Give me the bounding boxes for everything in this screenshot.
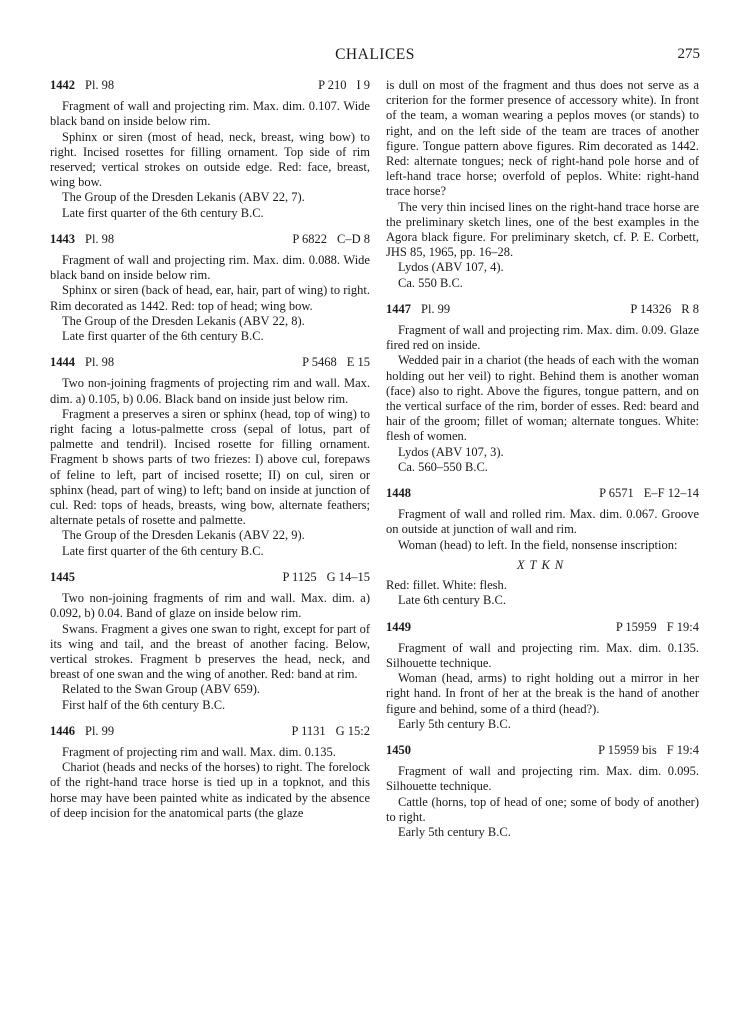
entry-heading — [386, 743, 699, 758]
left-column — [50, 78, 370, 832]
date: Late first quarter of the 6th century B.C. — [62, 205, 264, 220]
entry-heading — [386, 302, 699, 317]
description: Fragment of wall and projecting rim. Max. dim. 0.095. Silhouette technique. — [386, 764, 699, 794]
description: Woman (head, arms) to right holding out a mirror in her right hand. In front of her at the break is the hand of another figure and behind, some of a third (head?). — [386, 671, 699, 716]
plate-ref: Pl. 98 — [85, 231, 115, 246]
date: Ca. 560–550 B.C. — [398, 459, 488, 474]
entry-number: 1444 — [50, 355, 75, 370]
description: Cattle (horns, top of head of one; some of body of another) to right. — [386, 794, 699, 824]
inventory-number: P 15959 — [615, 619, 657, 634]
catalog-entry-1446 — [50, 724, 370, 821]
description: Chariot (heads and necks of the horses) to right. The forelock of the right-hand trace horse is tied up in a topknot, and this horse may have been painted white as indicated by the absence of deep incision for the anatomical parts (the glaze — [50, 760, 370, 820]
catalog-entry-1445 — [50, 570, 370, 713]
date: Early 5th century B.C. — [398, 716, 511, 731]
description: Swans. Fragment a gives one swan to right, except for part of its wing and tail, and the breast of another facing. Below, vertical strokes. Fragment b preserves the head, neck, and breast of one swan and the wing of another. Red: band at rim. — [50, 621, 370, 682]
date: Late first quarter of the 6th century B.C. — [62, 329, 264, 344]
description: Fragment of wall and projecting rim. Max. dim. 0.088. Wide black band on inside below rim. — [50, 253, 370, 283]
inventory-number: P 210 — [318, 78, 347, 92]
grid-ref: R 8 — [681, 301, 699, 316]
grid-ref: F 19:4 — [666, 742, 699, 757]
inventory-number: P 1125 — [282, 569, 317, 584]
inventory-number: P 6571 — [599, 486, 634, 501]
plate-ref: Pl. 98 — [85, 355, 115, 370]
inventory-number: P 5468 — [302, 355, 337, 370]
description: Fragment of wall and projecting rim. Max. dim. 0.09. Glaze fired red on inside. — [386, 323, 699, 353]
inscription: XTKN — [516, 557, 569, 572]
attribution: The Group of the Dresden Lekanis (ABV 22, 7). — [62, 190, 305, 205]
description: Fragment a preserves a siren or sphinx (head, top of wing) to right facing a lotus-palmette cross (sepal of lotus, part of palmette and tendril). Incised rosette for filling ornament. Fragment b shows parts of two friezes: I) above cul, forepaws of feline to left, part of incised rosette; II) on cul, siren or sphinx (head, part of wing) to left; band on inside at junction of cul. Red: tops of heads, breasts, wing bow, alternate feathers; alternate petals of rosette and palmette. — [50, 406, 370, 528]
entry-number: 1446 — [50, 723, 75, 738]
plate-ref: Pl. 99 — [421, 301, 451, 316]
entry-heading — [50, 724, 370, 739]
entry-number: 1450 — [386, 742, 411, 757]
entry-number: 1443 — [50, 231, 75, 246]
entry-number: 1447 — [386, 301, 411, 316]
page-number: 275 — [677, 46, 700, 62]
description: Fragment of wall and projecting rim. Max. dim. 0.107. Wide black band on inside below rim. — [50, 99, 370, 129]
date: Late first quarter of the 6th century B.C. — [62, 543, 264, 558]
entry-1446-continuation — [386, 78, 699, 291]
date: Ca. 550 B.C. — [398, 275, 463, 290]
attribution: Lydos (ABV 107, 3). — [398, 444, 504, 459]
catalog-entry-1447 — [386, 302, 699, 475]
description: Sphinx or siren (most of head, neck, breast, wing bow) to right. Incised rosettes for filling ornament. Top side of rim reserved; vertical strokes on outside edge. Red: face, breast, wing bow. — [50, 129, 370, 190]
description: Fragment of wall and projecting rim. Max. dim. 0.135. Silhouette technique. — [386, 640, 699, 670]
inventory-number: P 6822 — [292, 231, 327, 246]
plate-ref: Pl. 98 — [85, 78, 115, 92]
description: The very thin incised lines on the right-hand trace horse are the preliminary sketch lines, one of the best examples in the Agora black figure. For preliminary sketch, cf. P. E. Corbett, JHS 85, 1965, pp. 16–28. — [386, 199, 699, 260]
description: Woman (head) to left. In the field, nonsense inscription: — [398, 537, 678, 552]
description: Red: fillet. White: flesh. — [386, 578, 507, 593]
grid-ref: F 19:4 — [666, 619, 699, 634]
catalog-entry-1442 — [50, 78, 370, 221]
description: Two non-joining fragments of rim and wall. Max. dim. a) 0.092, b) 0.04. Band of glaze on inside below rim. — [50, 591, 370, 621]
description: Fragment of projecting rim and wall. Max. dim. 0.135. — [62, 744, 336, 759]
inventory-number: P 15959 bis — [598, 742, 657, 757]
grid-ref: E 15 — [346, 355, 370, 370]
right-column — [386, 78, 699, 851]
grid-ref: G 15:2 — [335, 723, 370, 738]
catalog-entry-1450 — [386, 743, 699, 840]
running-title: CHALICES — [335, 46, 415, 63]
catalog-entry-1448 — [386, 486, 699, 608]
entry-number: 1442 — [50, 78, 75, 92]
inventory-number: P 14326 — [630, 301, 672, 316]
description: Wedded pair in a chariot (the heads of each with the woman holding out her veil) to right. Behind them is another woman (face) also to right. Above the figures, tongue pattern, and on the vertical surface of the rim, border of esses. Red: beard and hair of the groom; fillet of woman; alternate tongues. White: flesh of women. — [386, 353, 699, 444]
grid-ref: E–F 12–14 — [643, 486, 699, 501]
entry-number: 1445 — [50, 569, 75, 584]
date: First half of the 6th century B.C. — [62, 697, 226, 712]
description: is dull on most of the fragment and thus does not serve as a criterion for the former presence of accessory white). In front of the team, a woman wearing a peplos moves (or stands) to right, and on the left side of the team are traces of another figure. Tongue pattern above figures. Rim decorated as 1442. Red: alternate tongues; neck of right-hand pole horse and of left-hand trace horse; overfold of peplos. White: right-hand trace horse? — [386, 78, 699, 199]
catalog-entry-1449 — [386, 620, 699, 732]
entry-heading — [50, 78, 370, 93]
entry-number: 1449 — [386, 619, 411, 634]
description: Two non-joining fragments of projecting rim and wall. Max. dim. a) 0.105, b) 0.06. Black band on inside just below rim. — [50, 376, 370, 406]
plate-ref: Pl. 99 — [85, 723, 115, 738]
entry-number: 1448 — [386, 486, 411, 501]
entry-heading — [50, 232, 370, 247]
entry-heading — [386, 620, 699, 635]
grid-ref: I 9 — [356, 78, 370, 92]
entry-heading — [386, 486, 699, 501]
entry-heading — [50, 570, 370, 585]
attribution: The Group of the Dresden Lekanis (ABV 22, 8). — [62, 313, 305, 328]
grid-ref: C–D 8 — [337, 231, 370, 246]
catalog-entry-1444 — [50, 355, 370, 559]
catalog-entry-1443 — [50, 232, 370, 344]
entry-heading — [50, 355, 370, 370]
date: Early 5th century B.C. — [398, 824, 511, 839]
attribution: Related to the Swan Group (ABV 659). — [62, 682, 261, 697]
date: Late 6th century B.C. — [398, 593, 506, 608]
running-head — [50, 46, 700, 66]
description: Sphinx or siren (back of head, ear, hair, part of wing) to right. Rim decorated as 1442. Red: top of head; wing bow. — [50, 283, 370, 313]
grid-ref: G 14–15 — [326, 569, 370, 584]
inventory-number: P 1131 — [291, 723, 326, 738]
attribution: The Group of the Dresden Lekanis (ABV 22, 9). — [62, 528, 305, 543]
description: Fragment of wall and rolled rim. Max. dim. 0.067. Groove on outside at junction of wall and rim. — [386, 507, 699, 537]
attribution: Lydos (ABV 107, 4). — [398, 260, 504, 275]
